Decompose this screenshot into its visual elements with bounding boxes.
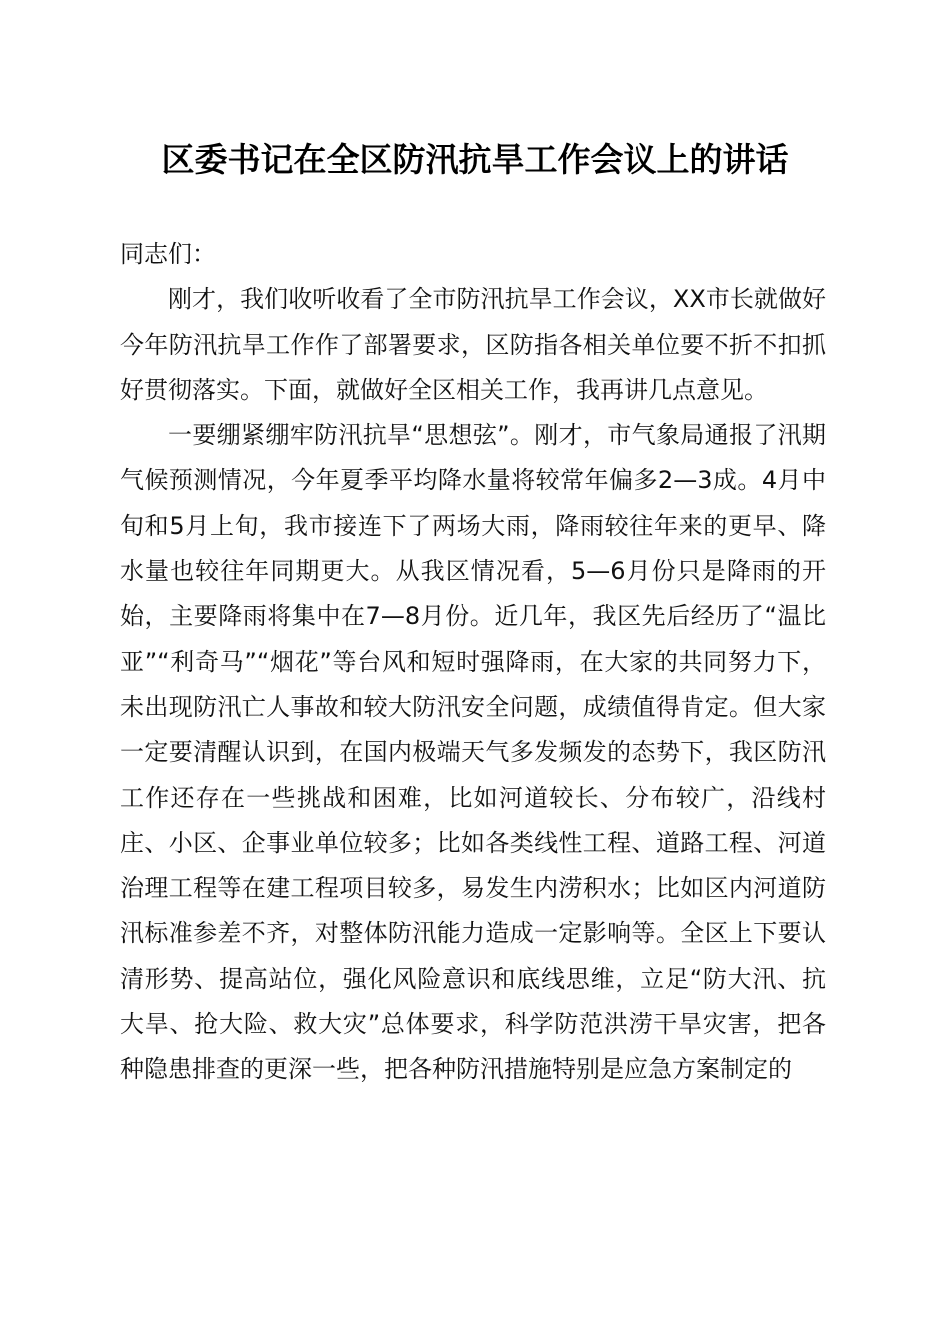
paragraph-intro: 刚才，我们收听收看了全市防汛抗旱工作会议，XX市长就做好今年防汛抗旱工作作了部署要求，区防指各相关单位要不折不扣抓好贯彻落实。下面，就做好全区相关工作，我再讲几点意见。 — [120, 285, 826, 404]
paragraph-point-one: 一要绷紧绷牢防汛抗旱“思想弦”。刚才，市气象局通报了汛期气候预测情况，今年夏季平均降水量将较常年偏多2—3成。4月中旬和5月上旬，我市接连下了两场大雨，降雨较往年来的更早、降水量也较往年同期更大。从我区情况看，5—6月份只是降雨的开始，主要降雨将集中在7—8月份。近几年，我区先后经历了“温比亚”“利奇马”“烟花”等台风和短时强降雨，在大家的共同努力下，未出现防汛亡人事故和较大防汛安全问题，成绩值得肯定。但大家一定要清醒认识到，在国内极端天气多发频发的态势下，我区防汛工作还存在一些挑战和困难，比如河道较长、分布较广，沿线村庄、小区、企事业单位较多；比如各类线性工程、道路工程、河道治理工程等在建工程项目较多，易发生内涝积水；比如区内河道防汛标准参差不齐，对整体防汛能力造成一定影响等。全区上下要认清形势、提高站位，强化风险意识和底线思维，立足“防大汛、抗大旱、抢大险、救大灾”总体要求，科学防范洪涝干旱灾害，把各种隐患排查的更深一些，把各种防汛措施特别是应急方案制定的 — [120, 421, 826, 1084]
salutation: 同志们： — [120, 240, 216, 268]
document-title: 区委书记在全区防汛抗旱工作会议上的讲话 — [161, 140, 789, 179]
document-body — [120, 232, 826, 1093]
